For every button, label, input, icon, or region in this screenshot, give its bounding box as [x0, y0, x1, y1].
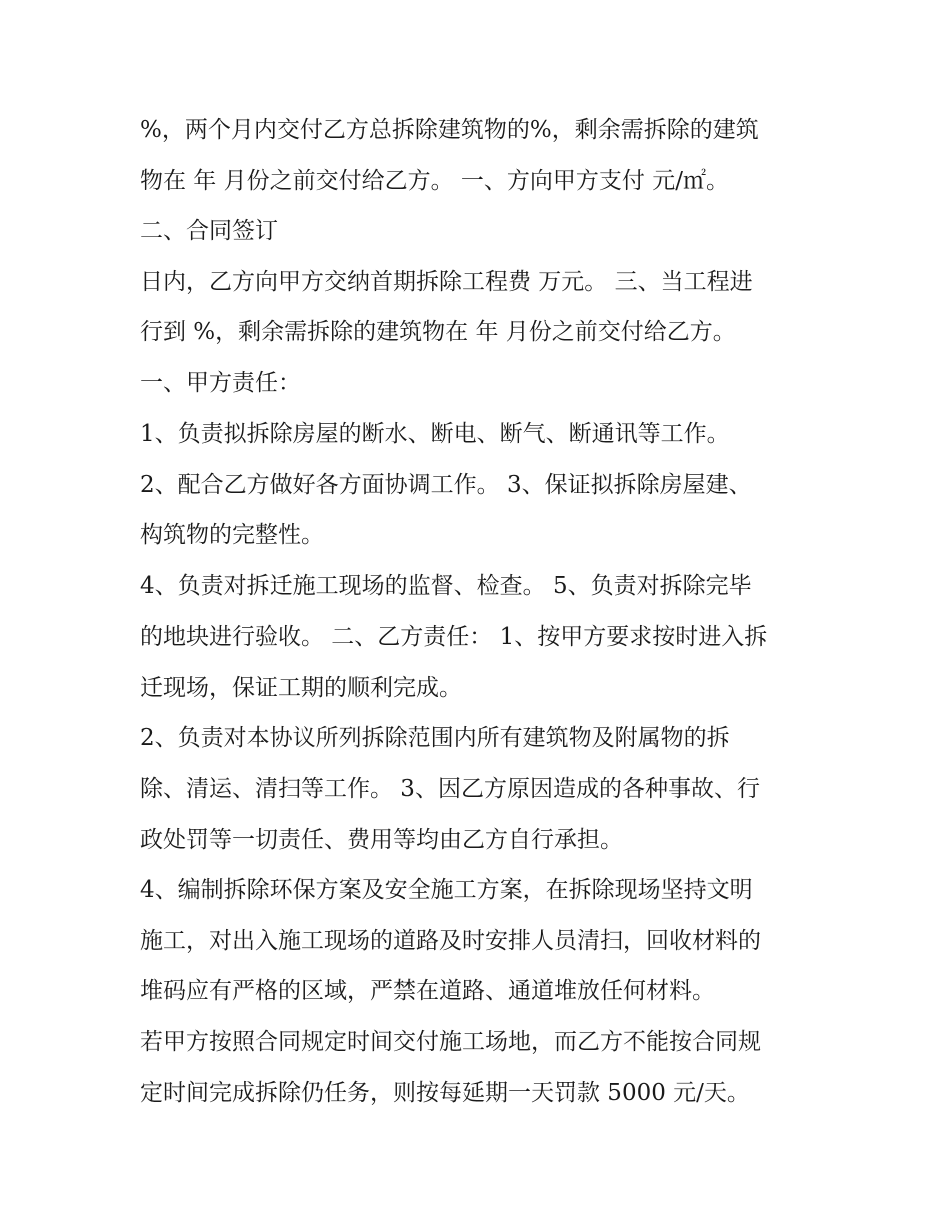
text-line: 施工，对出入施工现场的道路及时安排人员清扫，回收材料的: [140, 928, 761, 954]
text-line: 政处罚等一切责任、费用等均由乙方自行承担。: [140, 827, 623, 853]
text-line: 日内，乙方向甲方交纳首期拆除工程费 万元。 三、当工程进: [140, 269, 753, 295]
text-line: 行到 %，剩余需拆除的建筑物在 年 月份之前交付给乙方。: [140, 319, 736, 345]
text-line: 构筑物的完整性。: [140, 522, 324, 548]
text-line: 4、负责对拆迁施工现场的监督、检查。 5、负责对拆除完毕: [140, 573, 752, 599]
text-line: 定时间完成拆除仍任务，则按每延期一天罚款 5000 元/天。: [140, 1080, 750, 1106]
text-line: 除、清运、清扫等工作。 3、因乙方原因造成的各种事故、行: [140, 776, 760, 802]
text-line: 二、合同签订: [140, 218, 278, 244]
text-line: 2、负责对本协议所列拆除范围内所有建筑物及附属物的拆: [140, 725, 730, 751]
text-line: 一、甲方责任：: [140, 370, 301, 396]
text-line: 物在 年 月份之前交付给乙方。 一、方向甲方支付 元/㎡。: [140, 168, 729, 194]
text-line: 1、负责拟拆除房屋的断水、断电、断气、断通讯等工作。: [140, 421, 730, 447]
text-line: 4、编制拆除环保方案及安全施工方案，在拆除现场坚持文明: [140, 877, 753, 903]
text-line: 的地块进行验收。 二、乙方责任： 1、按甲方要求按时进入拆: [140, 624, 768, 650]
text-line: 堆码应有严格的区域，严禁在道路、通道堆放任何材料。: [140, 978, 715, 1004]
text-line: %，两个月内交付乙方总拆除建筑物的%，剩余需拆除的建筑: [140, 117, 759, 143]
text-line: 若甲方按照合同规定时间交付施工场地，而乙方不能按合同规: [140, 1029, 761, 1055]
text-line: 迁现场，保证工期的顺利完成。: [140, 675, 462, 701]
text-line: 2、配合乙方做好各方面协调工作。 3、保证拟拆除房屋建、: [140, 472, 752, 498]
